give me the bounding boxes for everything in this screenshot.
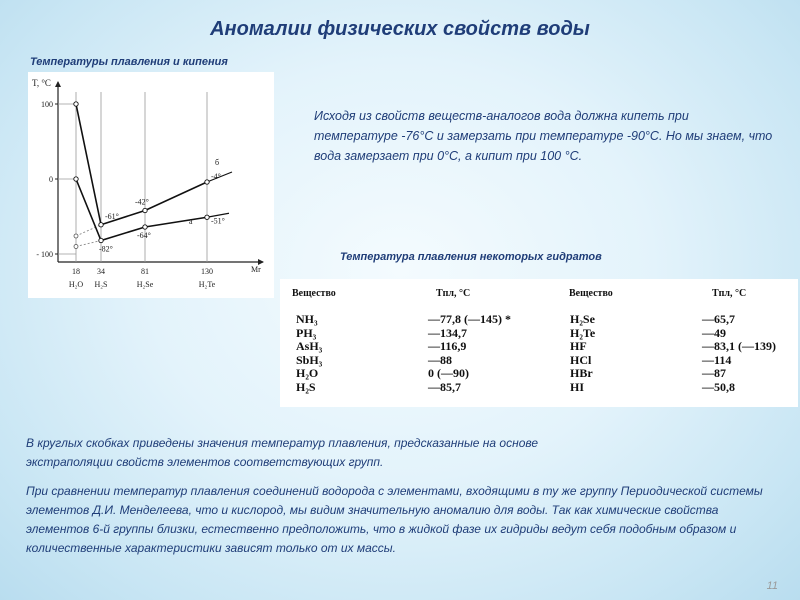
data-point <box>99 223 103 227</box>
table-header-substance-left: Вещество <box>292 288 336 299</box>
y-tick-label: - 100 <box>36 250 53 259</box>
table-cell: —50,8 <box>702 379 735 394</box>
extrapolated-point <box>74 234 78 238</box>
table-col-substances-right <box>570 313 595 394</box>
table-cell: —77,8 (—145) * <box>428 312 511 326</box>
x-tick-label: 34 <box>97 267 105 276</box>
table-col-values-left <box>428 313 511 394</box>
table-col-values-right <box>702 313 776 394</box>
x-tick-label: 130 <box>201 267 213 276</box>
table-cell: H₂O <box>296 366 319 380</box>
data-label: -42° <box>135 197 149 207</box>
table-cell: —116,9 <box>428 339 467 353</box>
data-point <box>205 215 209 219</box>
extrapolated-point <box>74 245 78 249</box>
table-cell: AsH₃ <box>296 339 323 353</box>
slide-title: Аномалии физических свойств воды <box>210 18 590 40</box>
page-number: 11 <box>766 580 778 592</box>
y-tick-label: 0 <box>49 175 53 184</box>
table-cell: HCl <box>570 352 592 367</box>
chart-caption: Температуры плавления и кипения <box>30 56 228 68</box>
intro-paragraph: Исходя из свойств веществ-аналогов вода должна кипеть при температуре -76°С и замерзать при температуре -90°С. Но мы знаем, что вода замерзает при 0°С, а кипит при 100 °С. <box>314 109 773 163</box>
x-tick-label: 18 <box>72 267 80 276</box>
data-label: -4° <box>211 172 221 181</box>
table-cell: H₂Se <box>570 312 595 326</box>
category-label: H₂Te <box>198 280 216 289</box>
table-cell: HBr <box>570 366 593 380</box>
extrapolation-note: В круглых скобках приведены значения температур плавления, предсказанные на основе экстраполяции свойств элементов соответствующих групп. <box>26 436 539 469</box>
category-label: H₂Se <box>136 280 154 289</box>
data-point <box>143 208 147 212</box>
y-axis-label: T, °C <box>32 78 51 88</box>
x-tick-label: 81 <box>141 267 149 276</box>
y-tick-label: 100 <box>41 100 53 109</box>
table-header-substance-right: Вещество <box>569 288 613 299</box>
data-point <box>99 238 103 242</box>
table-header-temp-left: Tпл, °С <box>436 288 471 299</box>
y-axis-arrow <box>55 81 61 87</box>
table-cell: HI <box>570 379 585 394</box>
data-label: -82° <box>99 244 113 254</box>
data-label: -61° <box>105 211 119 221</box>
table-cell: HF <box>570 339 587 353</box>
melting-boiling-chart <box>28 72 274 298</box>
table-cell: —65,7 <box>702 312 735 326</box>
data-point <box>205 180 209 184</box>
table-cell: —85,7 <box>428 379 461 394</box>
table-cell: —83,1 (—139) <box>702 339 776 353</box>
table-cell: —114 <box>702 352 732 367</box>
series-a-melting <box>74 177 229 254</box>
category-label: H₂O <box>68 280 84 289</box>
table-col-substances-left <box>296 313 322 394</box>
table-caption: Температура плавления некоторых гидратов <box>340 251 602 263</box>
table-cell: PH₃ <box>296 325 317 340</box>
table-cell: —134,7 <box>428 325 467 340</box>
x-axis-label: Mr <box>251 265 261 274</box>
data-label: -64° <box>137 231 151 240</box>
table-cell: NH₃ <box>296 312 318 326</box>
series-line <box>76 104 207 225</box>
hydride-melting-table <box>280 279 798 407</box>
data-label: -51° <box>211 216 225 226</box>
category-label: H₂S <box>94 280 108 289</box>
table-cell: —88 <box>428 352 452 367</box>
table-cell: —87 <box>702 366 726 380</box>
table-cell: SbH₃ <box>296 352 323 367</box>
table-cell: 0 (—90) <box>428 366 469 380</box>
extrapolated-segment <box>76 241 101 247</box>
chart-panel <box>28 72 274 298</box>
data-point <box>74 102 78 106</box>
conclusion-paragraph: При сравнении температур плавления соединений водорода с элементами, входящими в ту же группу Периодической системы элементов Д.И. Менделеева, что и кислород, мы видим значительную аномалию для воды. Так как химические свойства элементов 6-й группы близки, естественно предположить, что в жидкой фазе их гидриды ведут себя подобным образом и количественные характеристики зависят только от их массы. <box>26 484 763 555</box>
table-cell: H₂Te <box>570 325 596 340</box>
table-cell: —49 <box>702 325 726 340</box>
data-point <box>74 177 78 181</box>
data-point <box>143 225 147 229</box>
series-name-label: б <box>215 157 220 167</box>
table-header-temp-right: Tпл, °С <box>712 288 747 299</box>
series-name-label: а <box>189 217 193 226</box>
table-cell: H₂S <box>296 379 316 394</box>
